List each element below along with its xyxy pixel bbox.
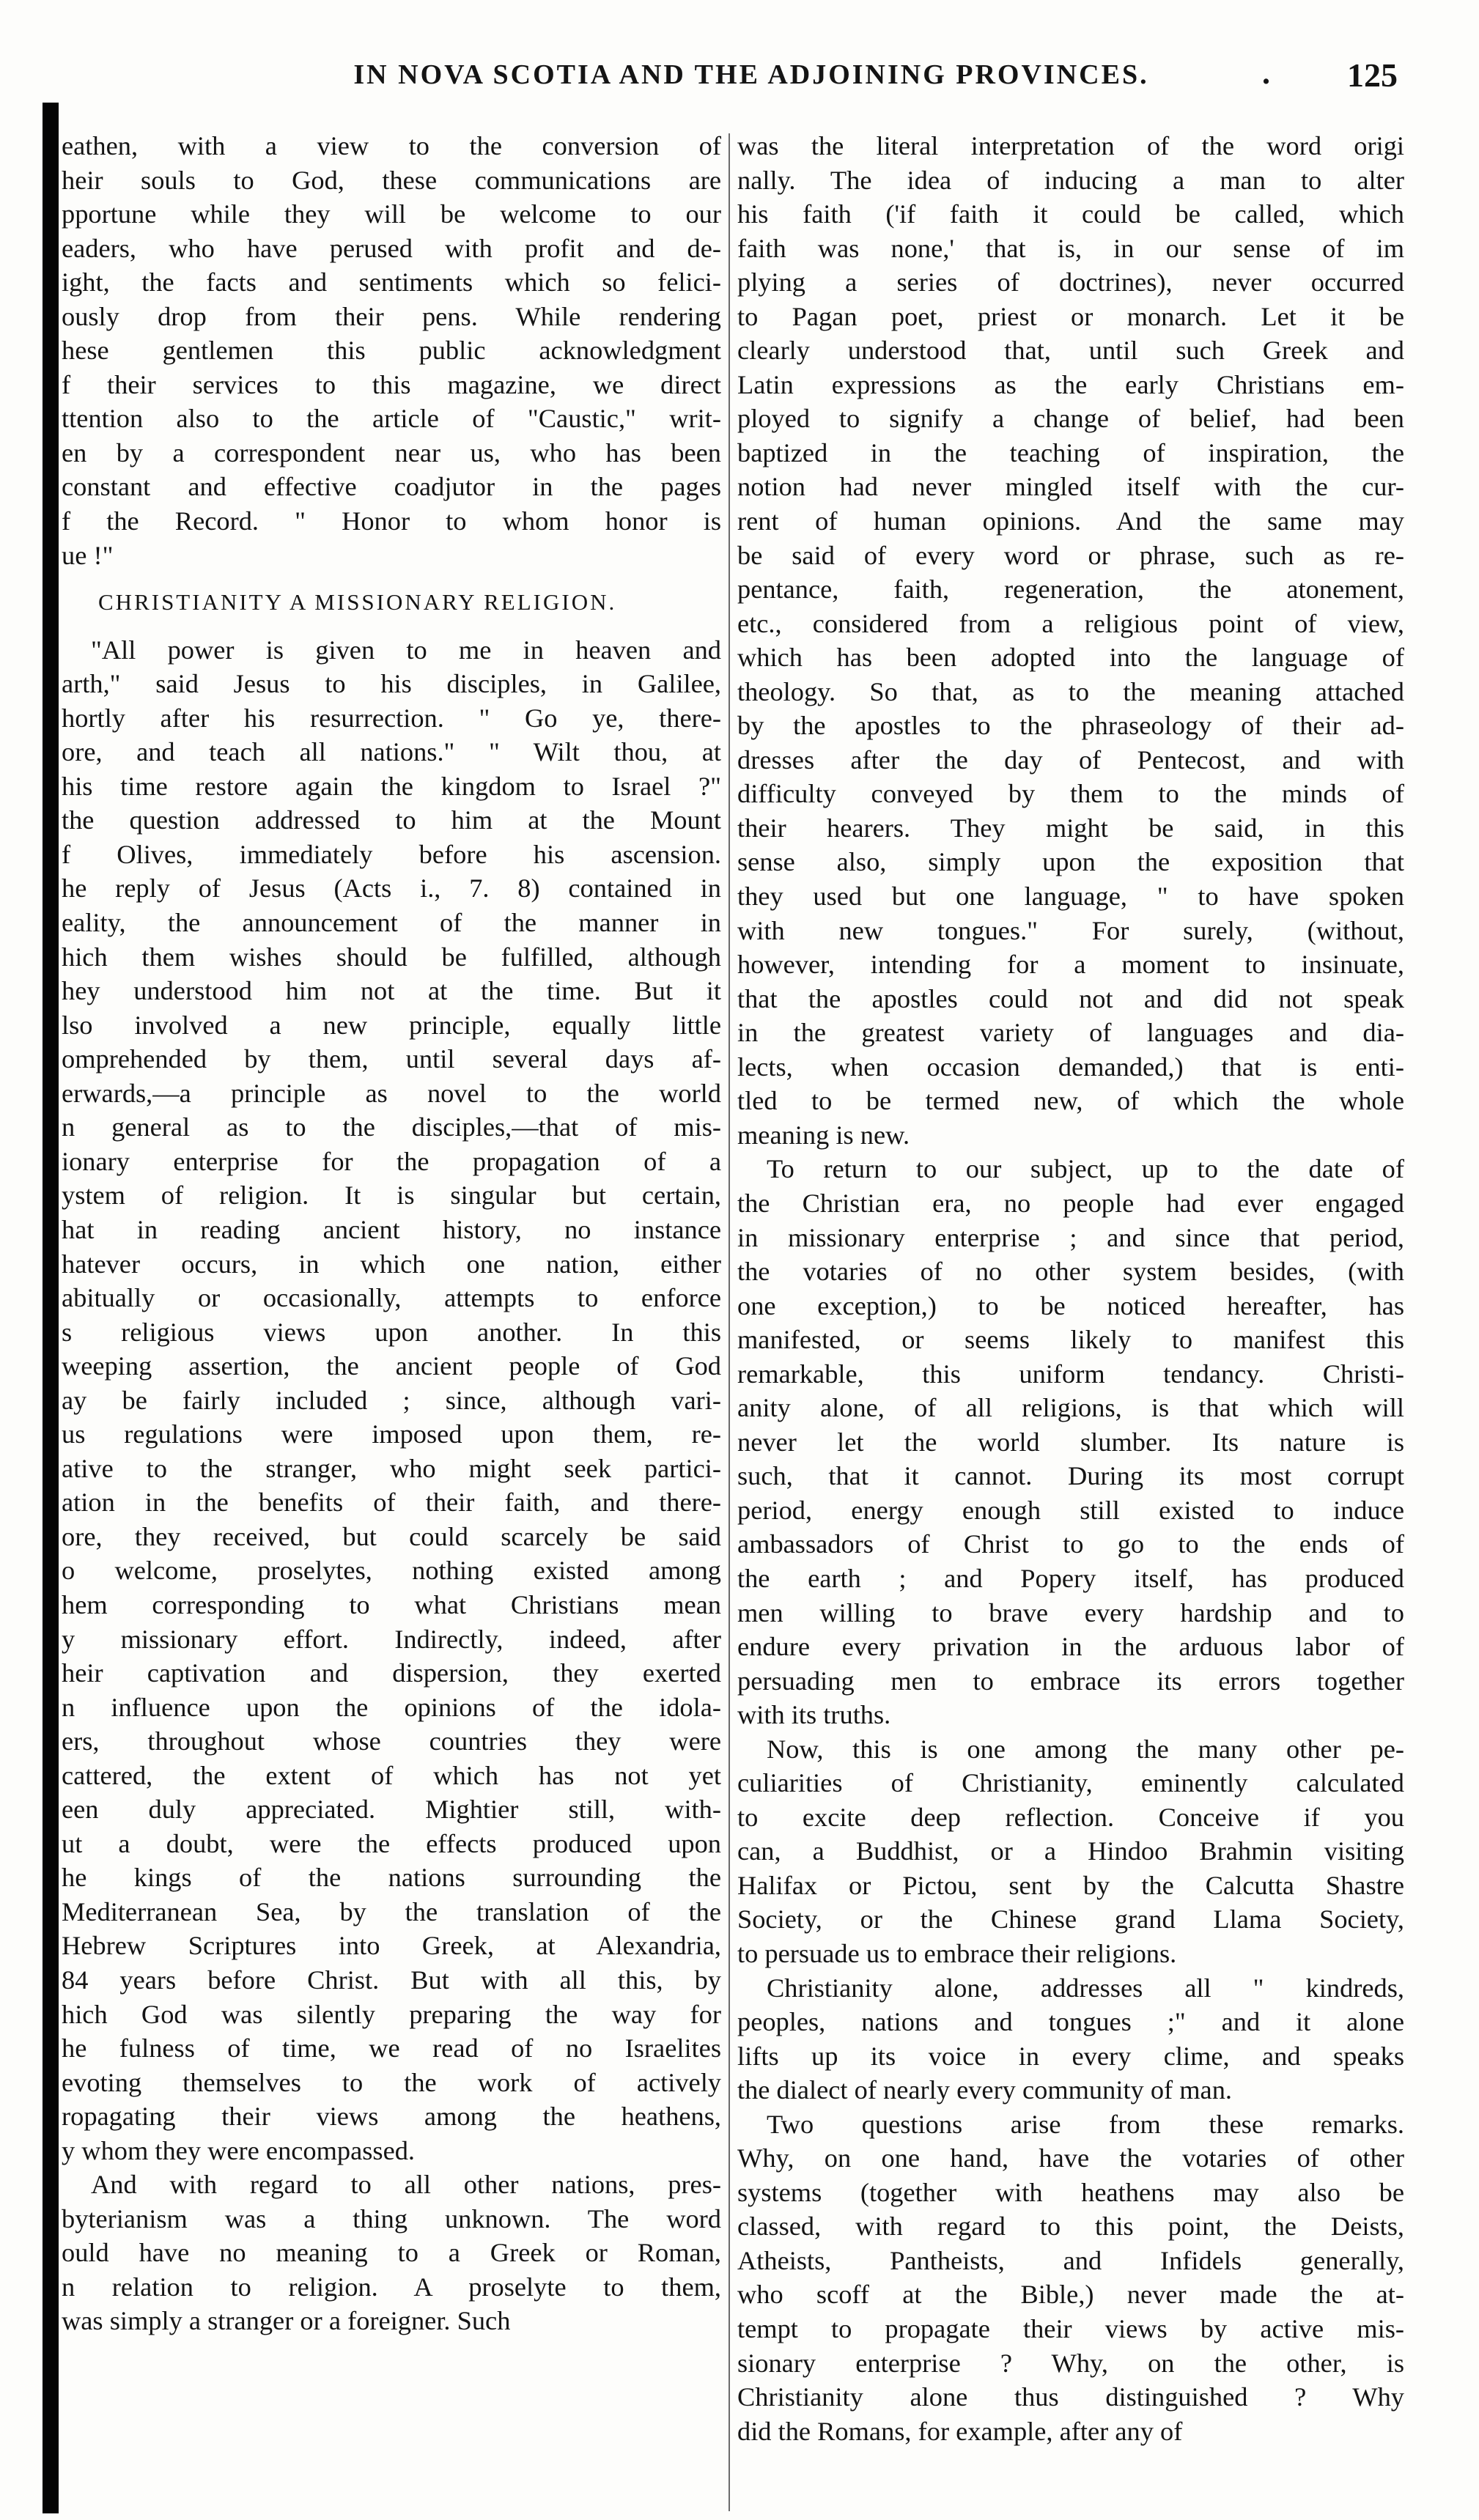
text-line: ously drop from their pens. While rendering: [62, 301, 721, 331]
text-line: tempt to propagate their views by active mis-: [737, 2314, 1404, 2343]
text-line: Christianity alone, addresses all " kindreds,: [767, 1973, 1404, 2003]
text-line: to Pagan poet, priest or monarch. Let it be: [737, 301, 1404, 331]
text-line: 84 years before Christ. But with all this, by: [62, 1965, 721, 1995]
text-line: f the Record. " Honor to whom honor is: [62, 506, 721, 536]
text-line: he fulness of time, we read of no Israelites: [62, 2033, 721, 2063]
text-line: Now, this is one among the many other pe-: [767, 1734, 1404, 1764]
text-line: eality, the announcement of the manner in: [62, 908, 721, 938]
text-line: sense also, simply upon the exposition that: [737, 847, 1404, 877]
text-line: hese gentlemen this public acknowledgment: [62, 336, 721, 366]
text-line: Hebrew Scriptures into Greek, at Alexandria,: [62, 1931, 721, 1961]
running-dot: .: [1262, 55, 1270, 91]
text-line: ative to the stranger, who might seek partici-: [62, 1453, 721, 1483]
text-line: lects, when occasion demanded,) that is enti-: [737, 1052, 1404, 1082]
text-line: sionary enterprise ? Why, on the other, is: [737, 2348, 1404, 2378]
text-line: rent of human opinions. And the same may: [737, 506, 1404, 536]
text-line: that the apostles could not and did not speak: [737, 983, 1404, 1013]
text-line: however, intending for a moment to insinuate,: [737, 950, 1404, 980]
text-line: hortly after his resurrection. " Go ye, there-: [62, 703, 721, 733]
text-line: pentance, faith, regeneration, the atonement,: [737, 574, 1404, 605]
text-line: Latin expressions as the early Christians em-: [737, 369, 1404, 399]
text-line: to excite deep reflection. Conceive if you: [737, 1802, 1404, 1832]
left-column: [62, 129, 721, 2338]
text-line: ut a doubt, were the effects produced upon: [62, 1828, 721, 1858]
text-line: ployed to signify a change of belief, had been: [737, 404, 1404, 434]
text-line: the earth ; and Popery itself, has produced: [737, 1563, 1404, 1593]
text-line: f Olives, immediately before his ascension.: [62, 839, 721, 869]
text-line: o welcome, proselytes, nothing existed among: [62, 1556, 721, 1586]
text-line: be said of every word or phrase, such as re-: [737, 540, 1404, 570]
text-line: with its truths.: [737, 1700, 891, 1730]
text-line: ystem of religion. It is singular but certain,: [62, 1180, 721, 1211]
text-line: in missionary enterprise ; and since that period,: [737, 1222, 1404, 1252]
text-line: ight, the facts and sentiments which so felici-: [62, 267, 721, 298]
text-line: such, that it cannot. During its most corrupt: [737, 1461, 1404, 1491]
text-line: their hearers. They might be said, in this: [737, 813, 1404, 843]
text-line: men willing to brave every hardship and to: [737, 1597, 1404, 1627]
text-line: systems (together with heathens may also be: [737, 2177, 1404, 2207]
text-line: eaders, who have perused with profit and de-: [62, 233, 721, 263]
text-line: in the greatest variety of languages and dia-: [737, 1018, 1404, 1048]
text-line: Halifax or Pictou, sent by the Calcutta Shastre: [737, 1870, 1404, 1900]
text-line: who scoff at the Bible,) never made the at-: [737, 2280, 1404, 2310]
text-line: byterianism was a thing unknown. The word: [62, 2203, 721, 2233]
text-line: etc., considered from a religious point of view,: [737, 608, 1404, 638]
text-line: cattered, the extent of which has not yet: [62, 1760, 721, 1790]
text-line: persuading men to embrace its errors together: [737, 1666, 1404, 1696]
text-line: s religious views upon another. In this: [62, 1317, 721, 1347]
text-line: faith was none,' that is, in our sense of im: [737, 233, 1404, 263]
text-line: constant and effective coadjutor in the pages: [62, 472, 721, 502]
text-line: he kings of the nations surrounding the: [62, 1863, 721, 1893]
text-line: weeping assertion, the ancient people of God: [62, 1351, 721, 1381]
text-line: the votaries of no other system besides, (with: [737, 1257, 1404, 1287]
text-line: en by a correspondent near us, who has been: [62, 437, 721, 468]
text-line: manifested, or seems likely to manifest this: [737, 1325, 1404, 1355]
text-line: y missionary effort. Indirectly, indeed, after: [62, 1624, 721, 1654]
text-line: abitually or occasionally, attempts to enforce: [62, 1283, 721, 1313]
text-line: to persuade us to embrace their religions.: [737, 1938, 1177, 1968]
running-head: [0, 51, 1479, 103]
text-line: arth," said Jesus to his disciples, in Galilee,: [62, 669, 721, 699]
text-line: never let the world slumber. Its nature is: [737, 1427, 1404, 1457]
text-line: baptized in the teaching of inspiration, the: [737, 437, 1404, 468]
column-rule: [729, 133, 730, 2511]
text-line: peoples, nations and tongues ;" and it alone: [737, 2007, 1404, 2037]
text-line: hich them wishes should be fulfilled, although: [62, 942, 721, 972]
binding-shadow: [43, 103, 59, 2513]
text-line: eathen, with a view to the conversion of: [62, 131, 721, 160]
text-line: heir souls to God, these communications are: [62, 165, 721, 195]
text-line: can, a Buddhist, or a Hindoo Brahmin visiting: [737, 1836, 1404, 1866]
text-line: dresses after the day of Pentecost, and with: [737, 744, 1404, 775]
text-line: omprehended by them, until several days af-: [62, 1044, 721, 1074]
text-line: Society, or the Chinese grand Llama Society,: [737, 1904, 1404, 1935]
text-line: period, energy enough still existed to induce: [737, 1495, 1404, 1525]
text-line: ionary enterprise for the propagation of a: [62, 1146, 721, 1176]
text-line: ation in the benefits of their faith, and there-: [62, 1488, 721, 1518]
text-line: hich God was silently preparing the way for: [62, 1999, 721, 2029]
text-line: Atheists, Pantheists, and Infidels generally,: [737, 2245, 1404, 2275]
text-line: clearly understood that, until such Greek and: [737, 336, 1404, 366]
text-line: y whom they were encompassed.: [62, 2135, 416, 2165]
text-line: his faith ('if faith it could be called, which: [737, 199, 1404, 229]
text-line: ropagating their views among the heathens,: [62, 2102, 721, 2132]
text-line: hatever occurs, in which one nation, either: [62, 1249, 721, 1279]
text-line: pportune while they will be welcome to our: [62, 199, 721, 229]
text-line: ue !": [62, 540, 114, 570]
text-line: difficulty conveyed by them to the minds of: [737, 779, 1404, 809]
text-line: hem corresponding to what Christians mean: [62, 1589, 721, 1619]
text-line: meaning is new.: [737, 1120, 910, 1150]
text-line: een duly appreciated. Mightier still, with-: [62, 1795, 721, 1825]
text-line: the Christian era, no people had ever engaged: [737, 1188, 1404, 1218]
text-line: anity alone, of all religions, is that which will: [737, 1393, 1404, 1423]
text-line: tled to be termed new, of which the whole: [737, 1086, 1404, 1116]
text-line: n influence upon the opinions of the idola-: [62, 1692, 721, 1722]
text-line: n general as to the disciples,—that of mis-: [62, 1112, 721, 1142]
page-number: 125: [1347, 56, 1398, 94]
running-title: IN NOVA SCOTIA AND THE ADJOINING PROVINCES.: [353, 59, 1149, 90]
text-line: Christianity alone thus distinguished ? Why: [737, 2382, 1404, 2412]
text-line: "All power is given to me in heaven and: [91, 635, 721, 665]
text-line: endure every privation in the arduous labor of: [737, 1632, 1404, 1662]
text-line: with new tongues." For surely, (without,: [737, 915, 1404, 945]
text-line: evoting themselves to the work of actively: [62, 2067, 721, 2097]
text-line: he reply of Jesus (Acts i., 7. 8) contained in: [62, 873, 721, 904]
text-line: Mediterranean Sea, by the translation of the: [62, 1896, 721, 1926]
text-line: And with regard to all other nations, pres-: [91, 2170, 721, 2200]
text-line: hey understood him not at the time. But it: [62, 976, 721, 1006]
text-line: plying a series of doctrines), never occurred: [737, 267, 1404, 298]
text-line: ay be fairly included ; since, although vari-: [62, 1385, 721, 1415]
text-line: notion had never mingled itself with the cur-: [737, 472, 1404, 502]
text-line: Why, on one hand, have the votaries of other: [737, 2143, 1404, 2173]
text-line: ould have no meaning to a Greek or Roman,: [62, 2238, 721, 2268]
text-line: remarkable, this uniform tendancy. Christi-: [737, 1359, 1404, 1389]
text-line: was simply a stranger or a foreigner. Such: [62, 2306, 511, 2336]
text-line: by the apostles to the phraseology of their ad-: [737, 711, 1404, 741]
text-line: theology. So that, as to the meaning attached: [737, 676, 1404, 706]
text-line: lifts up its voice in every clime, and speaks: [737, 2041, 1404, 2071]
text-line: us regulations were imposed upon them, re-: [62, 1419, 721, 1449]
right-column: [737, 129, 1404, 2448]
text-line: culiarities of Christianity, eminently calculated: [737, 1768, 1404, 1798]
text-line: one exception,) to be noticed hereafter, has: [737, 1290, 1404, 1320]
text-line: nally. The idea of inducing a man to alter: [737, 165, 1404, 195]
text-line: was the literal interpretation of the word origi: [737, 131, 1404, 160]
text-line: ore, and teach all nations." " Wilt thou, at: [62, 737, 721, 767]
text-line: ers, throughout whose countries they were: [62, 1726, 721, 1756]
text-line: hat in reading ancient history, no instance: [62, 1214, 721, 1244]
text-line: n relation to religion. A proselyte to them,: [62, 2272, 721, 2302]
text-line: Two questions arise from these remarks.: [767, 2109, 1404, 2139]
text-line: ambassadors of Christ to go to the ends of: [737, 1529, 1404, 1559]
text-line: the dialect of nearly every community of man.: [737, 2075, 1233, 2105]
text-line: ore, they received, but could scarcely be said: [62, 1521, 721, 1551]
text-line: heir captivation and dispersion, they exerted: [62, 1658, 721, 1688]
text-line: ttention also to the article of "Caustic," writ-: [62, 404, 721, 434]
text-line: the question addressed to him at the Mount: [62, 805, 721, 835]
text-line: lso involved a new principle, equally little: [62, 1010, 721, 1040]
section-heading: CHRISTIANITY A MISSIONARY RELIGION.: [98, 589, 617, 616]
text-line: classed, with regard to this point, the Deists,: [737, 2212, 1404, 2242]
text-line: f their services to this magazine, we direct: [62, 369, 721, 399]
text-line: erwards,—a principle as novel to the world: [62, 1078, 721, 1108]
text-line: his time restore again the kingdom to Israel ?": [62, 771, 721, 801]
text-line: did the Romans, for example, after any of: [737, 2416, 1183, 2446]
text-line: which has been adopted into the language of: [737, 643, 1404, 673]
text-line: they used but one language, " to have spoken: [737, 882, 1404, 912]
text-line: To return to our subject, up to the date of: [767, 1154, 1404, 1184]
